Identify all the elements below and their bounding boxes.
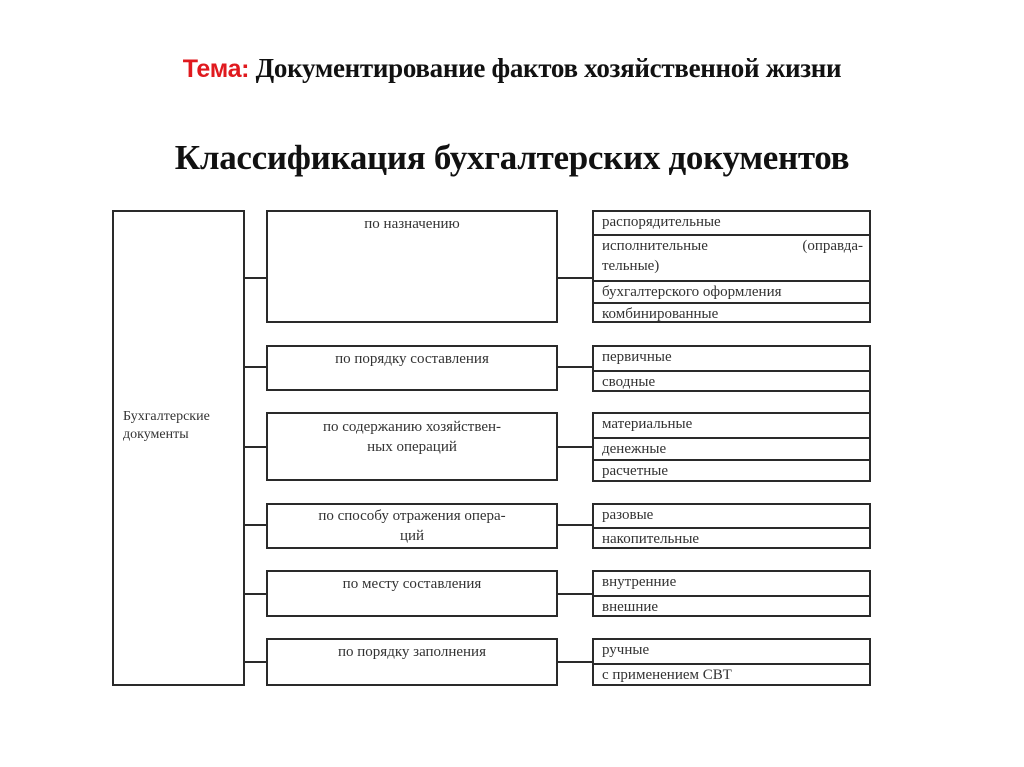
category-reflection-method bbox=[266, 503, 558, 549]
page-title: Классификация бухгалтерских документов bbox=[174, 138, 850, 177]
category-label bbox=[268, 417, 556, 457]
category-label: по месту составления bbox=[342, 576, 482, 592]
option-item: материальные bbox=[602, 416, 693, 432]
category-label-line: по способу отражения опера- bbox=[318, 508, 506, 524]
connector-opt-3 bbox=[556, 446, 593, 448]
category-content bbox=[266, 412, 558, 481]
root-label-line2: документы bbox=[123, 427, 189, 442]
option-item: внешние bbox=[594, 595, 869, 615]
category-purpose bbox=[266, 210, 558, 323]
connector-cat-2 bbox=[243, 366, 267, 368]
option-item: ручные bbox=[602, 642, 650, 658]
root-node bbox=[112, 210, 245, 686]
connector-opt-2 bbox=[556, 366, 593, 368]
connector-opt-5 bbox=[556, 593, 593, 595]
root-label bbox=[123, 408, 210, 444]
option-item: расчетные bbox=[594, 459, 869, 480]
option-item: распорядительные bbox=[602, 214, 721, 230]
category-filling-order bbox=[266, 638, 558, 686]
connector-cat-1 bbox=[243, 277, 267, 279]
option-item bbox=[594, 234, 869, 280]
category-label: по назначению bbox=[364, 216, 460, 232]
topic-prefix: Тема: bbox=[182, 55, 250, 83]
option-item: комбинированные bbox=[594, 302, 869, 323]
option-line: тельные) bbox=[602, 258, 660, 274]
connector-opt-4 bbox=[556, 524, 593, 526]
connector-cat-4 bbox=[243, 524, 267, 526]
category-label-line: ций bbox=[399, 528, 425, 544]
options-place bbox=[592, 570, 871, 617]
connector-cat-6 bbox=[243, 661, 267, 663]
category-place bbox=[266, 570, 558, 617]
option-item: первичные bbox=[602, 349, 672, 365]
category-compilation-order bbox=[266, 345, 558, 391]
option-item: бухгалтерского оформления bbox=[594, 280, 869, 302]
right-edge-connector bbox=[869, 390, 871, 414]
option-item: разовые bbox=[602, 507, 654, 523]
connector-cat-5 bbox=[243, 593, 267, 595]
category-label-line: по содержанию хозяйствен- bbox=[323, 419, 501, 435]
root-label-line1: Бухгалтерские bbox=[123, 409, 210, 424]
options-reflection-method bbox=[592, 503, 871, 549]
connector-opt-1 bbox=[556, 277, 593, 279]
option-item: денежные bbox=[594, 437, 869, 459]
category-label: по порядку заполнения bbox=[337, 644, 486, 660]
connector-opt-6 bbox=[556, 661, 593, 663]
option-line: исполнительные (оправда- bbox=[602, 238, 863, 254]
category-label-line: ных операций bbox=[367, 439, 457, 455]
options-purpose bbox=[592, 210, 871, 323]
topic-text: Документирование фактов хозяйственной жизни bbox=[249, 53, 842, 83]
options-filling-order bbox=[592, 638, 871, 686]
option-item: с применением СВТ bbox=[594, 663, 869, 684]
category-label bbox=[268, 506, 556, 546]
option-item: накопительные bbox=[594, 527, 869, 547]
option-item: сводные bbox=[594, 370, 869, 390]
category-label: по порядку составления bbox=[335, 351, 489, 367]
options-content bbox=[592, 412, 871, 482]
options-compilation-order bbox=[592, 345, 871, 392]
connector-cat-3 bbox=[243, 446, 267, 448]
option-item: внутренние bbox=[602, 574, 677, 590]
